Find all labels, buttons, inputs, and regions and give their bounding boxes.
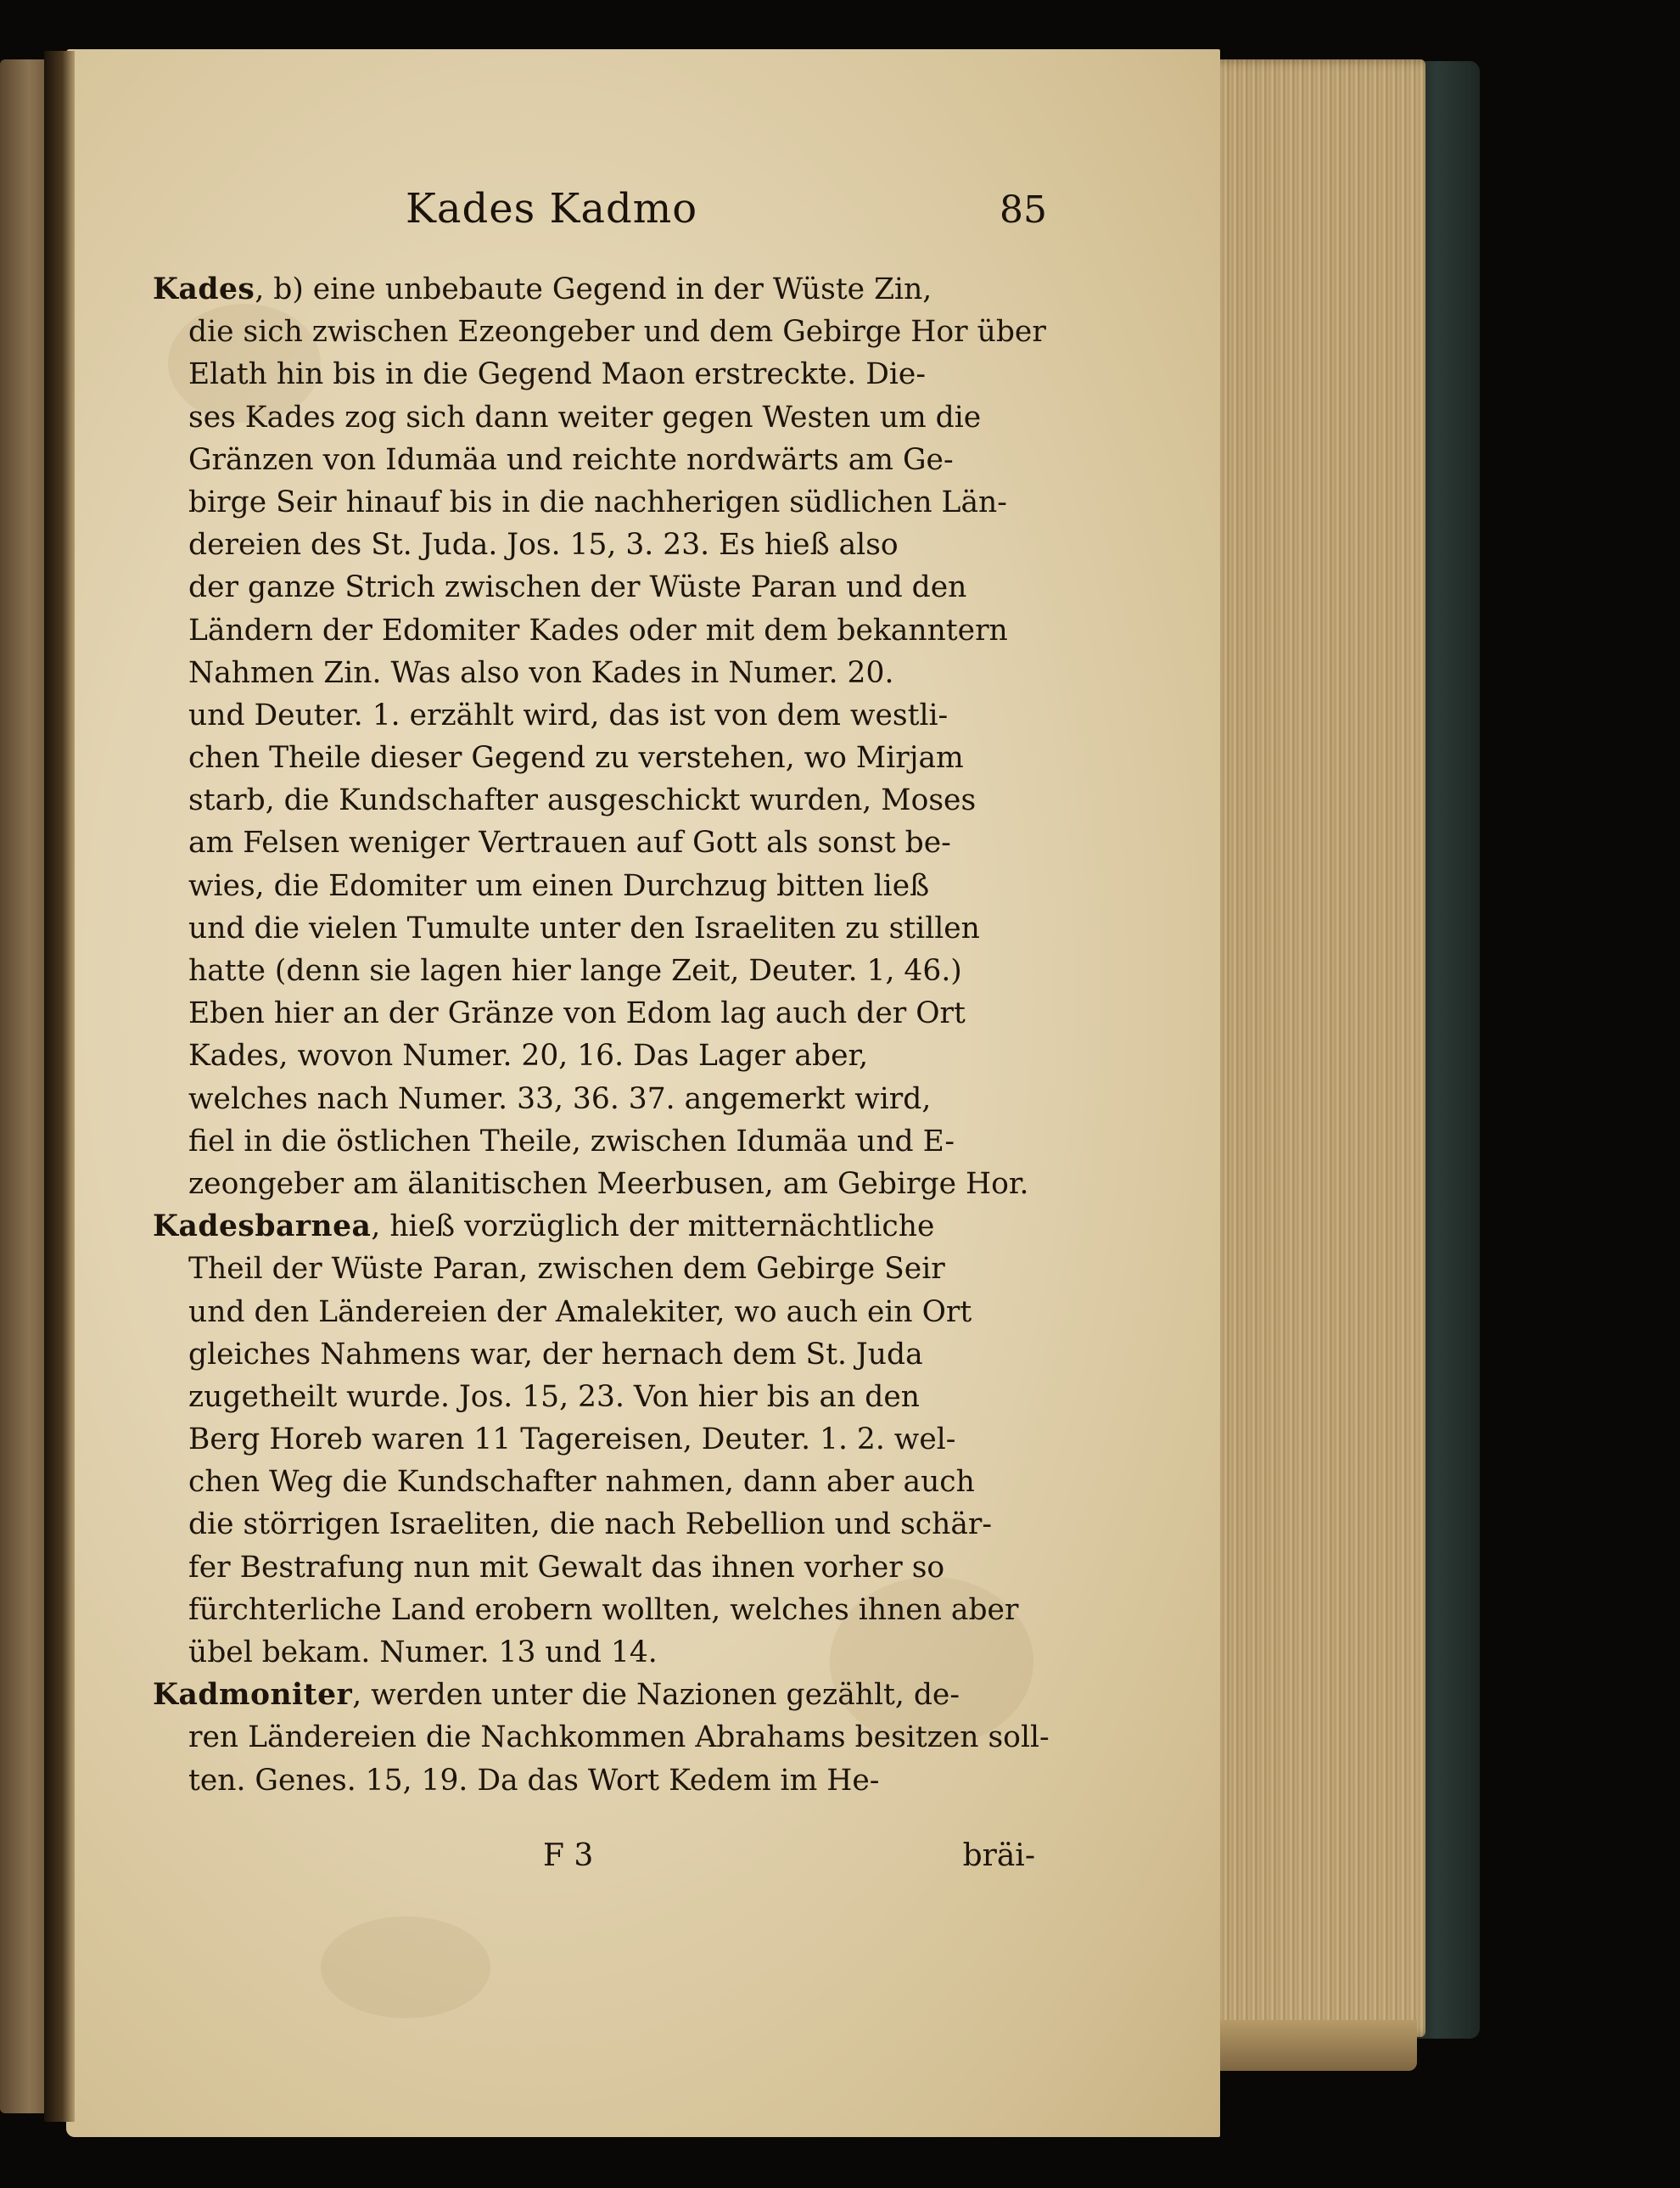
body-text [153,268,1050,1802]
text-line: hatte (denn sie lagen hier lange Zeit, Deuter. 1, 46.) [188,954,962,988]
text-line: chen Theile dieser Gegend zu verstehen, wo Mirjam [188,741,964,776]
page-footer [543,1838,1035,1889]
text-line: chen Weg die Kundschafter nahmen, dann aber auch [188,1465,975,1500]
text-line: Eben hier an der Gränze von Edom lag auch der Ort [188,996,966,1031]
catchword: bräi- [962,1838,1035,1873]
entry-lemma: Kades [153,272,255,306]
text-line: die sich zwischen Ezeongeber und dem Gebirge Hor über [188,315,1046,350]
signature-mark: F 3 [543,1838,594,1873]
text-line: gleiches Nahmens war, der hernach dem St. Juda [188,1337,923,1372]
text-line: am Felsen weniger Vertrauen auf Gott als sonst be- [188,826,951,861]
page-block-edges [1205,59,1425,2037]
text-line: und Deuter. 1. erzählt wird, das ist von dem westli- [188,698,949,732]
running-title: Kades Kadmo [406,185,698,233]
text-line: Kades, b) eine unbebaute Gegend in der Wüste Zin, [153,272,932,306]
text-line: ten. Genes. 15, 19. Da das Wort Kedem im He- [188,1763,880,1798]
text-line: fürchterliche Land erobern wollten, welches ihnen aber [188,1592,1019,1627]
text-line: übel bekam. Numer. 13 und 14. [188,1635,658,1669]
text-line: die störrigen Israeliten, die nach Rebellion und schär- [188,1507,993,1542]
text-line: Elath hin bis in die Gegend Maon erstreckte. Die- [188,357,926,392]
text-line: und den Ländereien der Amalekiter, wo auch ein Ort [188,1294,972,1329]
text-line: ren Ländereien die Nachkommen Abrahams besitzen soll- [188,1720,1050,1755]
text-line: starb, die Kundschafter ausgeschickt wurden, Moses [188,783,977,818]
text-line: Berg Horeb waren 11 Tagereisen, Deuter. 1. 2. wel- [188,1422,956,1457]
text-line: fiel in die östlichen Theile, zwischen Idumäa und E- [188,1124,955,1159]
page-header [406,185,1050,253]
entry-lemma: Kadmoniter [153,1678,353,1713]
text-line: birge Seir hinauf bis in die nachherigen südlichen Län- [188,485,1007,519]
page-block-bottom [1188,2020,1417,2071]
text-line: Gränzen von Idumäa und reichte nordwärts am Ge- [188,442,954,477]
text-line: Theil der Wüste Paran, zwischen dem Gebirge Seir [188,1252,945,1287]
text-line: Kades, wovon Numer. 20, 16. Das Lager aber, [188,1039,869,1074]
text-line: Ländern der Edomiter Kades oder mit dem bekanntern [188,613,1008,648]
text-line: zeongeber am älanitischen Meerbusen, am Gebirge Hor. [188,1166,1029,1201]
text-line: und die vielen Tumulte unter den Israeliten zu stillen [188,911,980,945]
text-line: ses Kades zog sich dann weiter gegen Westen um die [188,400,982,435]
paper-stain [321,1916,490,2018]
gutter-shadow [44,51,75,2122]
text-line: Nahmen Zin. Was also von Kades in Numer. 20. [188,655,894,690]
text-line: der ganze Strich zwischen der Wüste Paran und den [188,570,967,605]
text-line: wies, die Edomiter um einen Durchzug bitten ließ [188,868,930,903]
entry-lemma: Kadesbarnea [153,1209,372,1244]
text-line: Kadesbarnea, hieß vorzüglich der mitternächtliche [153,1209,935,1244]
text-line: zugetheilt wurde. Jos. 15, 23. Von hier bis an den [188,1379,920,1414]
page-number: 85 [1000,188,1047,232]
text-line: dereien des St. Juda. Jos. 15, 3. 23. Es hieß also [188,528,899,563]
text-line: Kadmoniter, werden unter die Nazionen gezählt, de- [153,1678,960,1713]
text-line: fer Bestrafung nun mit Gewalt das ihnen vorher so [188,1550,945,1585]
text-line: welches nach Numer. 33, 36. 37. angemerkt wird, [188,1081,932,1116]
